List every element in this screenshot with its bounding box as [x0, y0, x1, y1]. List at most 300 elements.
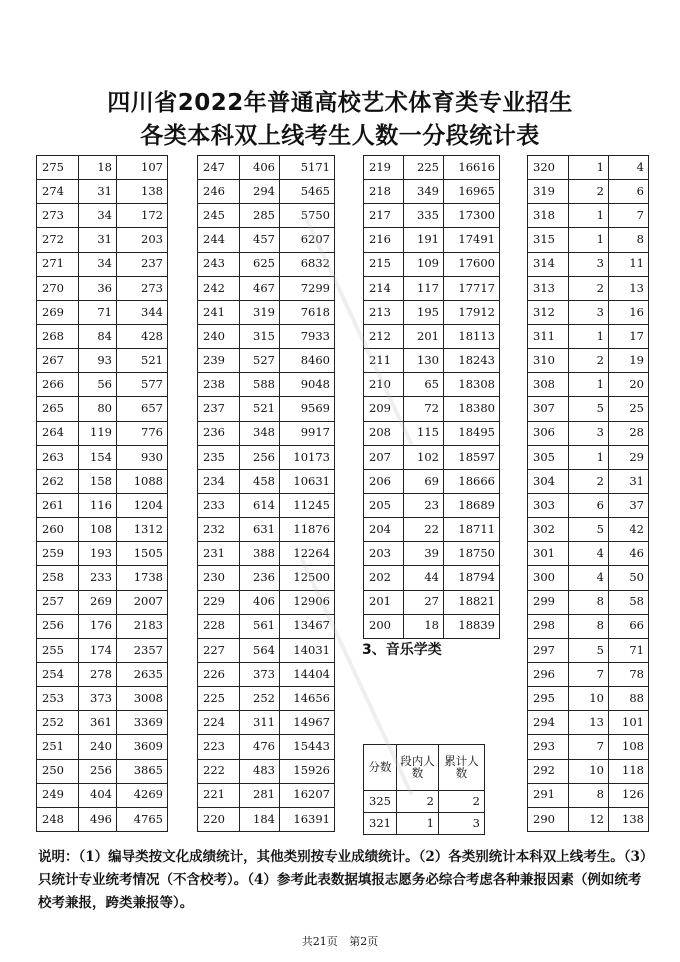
cumulative-cell: 577: [117, 373, 168, 397]
score-cell: 311: [528, 324, 569, 348]
score-cell: 247: [198, 156, 240, 180]
count-cell: 34: [79, 252, 117, 276]
cumulative-cell: 16391: [280, 807, 335, 831]
table-row: [198, 421, 335, 445]
score-cell: 308: [528, 373, 569, 397]
score-cell: 260: [37, 518, 79, 542]
table-row: [198, 493, 335, 517]
table-row: [364, 542, 500, 566]
count-cell: 3: [569, 300, 609, 324]
score-cell: 325: [364, 791, 397, 813]
count-cell: 2: [569, 469, 609, 493]
score-cell: 236: [198, 421, 240, 445]
table-row: [37, 783, 168, 807]
score-cell: 225: [198, 687, 240, 711]
score-cell: 232: [198, 518, 240, 542]
count-cell: 404: [79, 783, 117, 807]
count-cell: 1: [569, 156, 609, 180]
count-cell: 294: [240, 180, 280, 204]
table-row: [198, 180, 335, 204]
header-within: 段内人数: [397, 745, 439, 791]
cumulative-cell: 58: [609, 590, 649, 614]
score-cell: 259: [37, 542, 79, 566]
count-cell: 236: [240, 566, 280, 590]
cumulative-cell: 2357: [117, 638, 168, 662]
score-cell: 240: [198, 324, 240, 348]
count-cell: 252: [240, 687, 280, 711]
score-cell: 223: [198, 735, 240, 759]
score-cell: 256: [37, 614, 79, 638]
table-row: [364, 469, 500, 493]
table-row: [198, 373, 335, 397]
table-row: [528, 542, 649, 566]
score-cell: 302: [528, 518, 569, 542]
table-row: [364, 324, 500, 348]
count-cell: 311: [240, 711, 280, 735]
header-score: 分数: [364, 745, 397, 791]
current-page: 第2页: [349, 935, 379, 948]
table-row: [364, 180, 500, 204]
cumulative-cell: 11876: [280, 518, 335, 542]
count-cell: 7: [569, 735, 609, 759]
table-row: [528, 783, 649, 807]
cumulative-cell: 203: [117, 228, 168, 252]
table-row: [528, 421, 649, 445]
table-row: [364, 421, 500, 445]
score-cell: 206: [364, 469, 404, 493]
section-title-music: 3、音乐学类: [362, 642, 442, 658]
cumulative-cell: 8460: [280, 349, 335, 373]
score-cell: 310: [528, 349, 569, 373]
cumulative-cell: 4765: [117, 807, 168, 831]
score-cell: 319: [528, 180, 569, 204]
table-row: [528, 735, 649, 759]
cumulative-cell: 107: [117, 156, 168, 180]
cumulative-cell: 17912: [444, 300, 500, 324]
score-cell: 212: [364, 324, 404, 348]
table-row: [528, 397, 649, 421]
count-cell: 10: [569, 759, 609, 783]
score-cell: 320: [528, 156, 569, 180]
cumulative-cell: 5171: [280, 156, 335, 180]
cumulative-cell: 18380: [444, 397, 500, 421]
score-cell: 203: [364, 542, 404, 566]
table-row: [198, 518, 335, 542]
table-row: [37, 397, 168, 421]
cumulative-cell: 14656: [280, 687, 335, 711]
count-cell: 269: [79, 590, 117, 614]
score-cell: 266: [37, 373, 79, 397]
cumulative-cell: 1204: [117, 493, 168, 517]
score-cell: 242: [198, 276, 240, 300]
score-cell: 224: [198, 711, 240, 735]
cumulative-cell: 17491: [444, 228, 500, 252]
score-cell: 214: [364, 276, 404, 300]
cumulative-cell: 18495: [444, 421, 500, 445]
score-cell: 243: [198, 252, 240, 276]
cumulative-cell: 2007: [117, 590, 168, 614]
score-cell: 292: [528, 759, 569, 783]
count-cell: 108: [79, 518, 117, 542]
cumulative-cell: 66: [609, 614, 649, 638]
score-cell: 221: [198, 783, 240, 807]
cumulative-cell: 18243: [444, 349, 500, 373]
count-cell: 80: [79, 397, 117, 421]
score-cell: 215: [364, 252, 404, 276]
count-cell: 102: [404, 445, 444, 469]
cumulative-cell: 18689: [444, 493, 500, 517]
table-row: [37, 445, 168, 469]
cumulative-cell: 18821: [444, 590, 500, 614]
table-row: [37, 735, 168, 759]
cumulative-cell: 273: [117, 276, 168, 300]
count-cell: 13: [569, 711, 609, 735]
table-row: [37, 228, 168, 252]
count-cell: 56: [79, 373, 117, 397]
table-row: [528, 228, 649, 252]
cumulative-cell: 2: [439, 791, 485, 813]
score-cell: 222: [198, 759, 240, 783]
table-row: [528, 469, 649, 493]
table-row: [528, 807, 649, 831]
count-cell: 72: [404, 397, 444, 421]
score-cell: 233: [198, 493, 240, 517]
music-score-table-continued: [527, 155, 649, 832]
table-row: [37, 324, 168, 348]
count-cell: 1: [397, 813, 439, 835]
count-cell: 483: [240, 759, 280, 783]
count-cell: 44: [404, 566, 444, 590]
count-cell: 8: [569, 590, 609, 614]
table-row: [198, 445, 335, 469]
cumulative-cell: 3: [439, 813, 485, 835]
count-cell: 588: [240, 373, 280, 397]
cumulative-cell: 3609: [117, 735, 168, 759]
count-cell: 109: [404, 252, 444, 276]
score-cell: 238: [198, 373, 240, 397]
table-row: [198, 662, 335, 686]
table-row: [364, 228, 500, 252]
cumulative-cell: 6832: [280, 252, 335, 276]
cumulative-cell: 6: [609, 180, 649, 204]
cumulative-cell: 37: [609, 493, 649, 517]
cumulative-cell: 18308: [444, 373, 500, 397]
cumulative-cell: 14031: [280, 638, 335, 662]
score-cell: 321: [364, 813, 397, 835]
score-cell: 202: [364, 566, 404, 590]
count-cell: 27: [404, 590, 444, 614]
count-cell: 39: [404, 542, 444, 566]
score-cell: 207: [364, 445, 404, 469]
score-cell: 252: [37, 711, 79, 735]
count-cell: 31: [79, 228, 117, 252]
count-cell: 158: [79, 469, 117, 493]
cumulative-cell: 16: [609, 300, 649, 324]
table-row: [198, 542, 335, 566]
cumulative-cell: 930: [117, 445, 168, 469]
count-cell: 349: [404, 180, 444, 204]
table-row: [528, 204, 649, 228]
count-cell: 458: [240, 469, 280, 493]
count-cell: 1: [569, 445, 609, 469]
table-row: [37, 807, 168, 831]
cumulative-cell: 18113: [444, 324, 500, 348]
count-cell: 34: [79, 204, 117, 228]
cumulative-cell: 88: [609, 687, 649, 711]
count-cell: 71: [79, 300, 117, 324]
count-cell: 521: [240, 397, 280, 421]
count-cell: 8: [569, 783, 609, 807]
score-cell: 251: [37, 735, 79, 759]
count-cell: 5: [569, 638, 609, 662]
cumulative-cell: 16207: [280, 783, 335, 807]
count-cell: 2: [569, 180, 609, 204]
cumulative-cell: 50: [609, 566, 649, 590]
table-row: [198, 711, 335, 735]
table-row: [37, 662, 168, 686]
score-cell: 216: [364, 228, 404, 252]
score-cell: 209: [364, 397, 404, 421]
cumulative-cell: 25: [609, 397, 649, 421]
score-cell: 270: [37, 276, 79, 300]
table-row: [198, 759, 335, 783]
score-cell: 303: [528, 493, 569, 517]
count-cell: 348: [240, 421, 280, 445]
count-cell: 225: [404, 156, 444, 180]
cumulative-cell: 71: [609, 638, 649, 662]
table-row: [364, 349, 500, 373]
score-cell: 293: [528, 735, 569, 759]
score-cell: 313: [528, 276, 569, 300]
table-row: [364, 252, 500, 276]
score-cell: 245: [198, 204, 240, 228]
cumulative-cell: 14404: [280, 662, 335, 686]
table-row: [198, 807, 335, 831]
cumulative-cell: 17300: [444, 204, 500, 228]
table-row: [528, 759, 649, 783]
score-cell: 230: [198, 566, 240, 590]
score-cell: 237: [198, 397, 240, 421]
cumulative-cell: 1738: [117, 566, 168, 590]
cumulative-cell: 15926: [280, 759, 335, 783]
count-cell: 527: [240, 349, 280, 373]
score-cell: 299: [528, 590, 569, 614]
table-row: [198, 687, 335, 711]
count-cell: 174: [79, 638, 117, 662]
score-cell: 298: [528, 614, 569, 638]
score-cell: 307: [528, 397, 569, 421]
count-cell: 406: [240, 590, 280, 614]
count-cell: 193: [79, 542, 117, 566]
count-cell: 115: [404, 421, 444, 445]
count-cell: 3: [569, 252, 609, 276]
table-row: [198, 156, 335, 180]
cumulative-cell: 118: [609, 759, 649, 783]
table-row: [37, 421, 168, 445]
count-cell: 233: [79, 566, 117, 590]
score-cell: 290: [528, 807, 569, 831]
table-row: [528, 324, 649, 348]
count-cell: 335: [404, 204, 444, 228]
cumulative-cell: 521: [117, 349, 168, 373]
table-row: [37, 566, 168, 590]
score-cell: 314: [528, 252, 569, 276]
table-row: [37, 373, 168, 397]
score-cell: 201: [364, 590, 404, 614]
score-cell: 228: [198, 614, 240, 638]
table-row: [528, 252, 649, 276]
score-cell: 208: [364, 421, 404, 445]
count-cell: 388: [240, 542, 280, 566]
score-cell: 305: [528, 445, 569, 469]
cumulative-cell: 18597: [444, 445, 500, 469]
table-row: [37, 252, 168, 276]
cumulative-cell: 2635: [117, 662, 168, 686]
table-row: [198, 204, 335, 228]
cumulative-cell: 3369: [117, 711, 168, 735]
count-cell: 154: [79, 445, 117, 469]
score-cell: 219: [364, 156, 404, 180]
count-cell: 65: [404, 373, 444, 397]
cumulative-cell: 18666: [444, 469, 500, 493]
count-cell: 6: [569, 493, 609, 517]
cumulative-cell: 17717: [444, 276, 500, 300]
score-cell: 261: [37, 493, 79, 517]
cumulative-cell: 101: [609, 711, 649, 735]
table-row: [364, 276, 500, 300]
count-cell: 84: [79, 324, 117, 348]
count-cell: 285: [240, 204, 280, 228]
table-row: [528, 518, 649, 542]
score-cell: 241: [198, 300, 240, 324]
cumulative-cell: 126: [609, 783, 649, 807]
count-cell: 319: [240, 300, 280, 324]
table-row: [198, 783, 335, 807]
cumulative-cell: 657: [117, 397, 168, 421]
score-cell: 200: [364, 614, 404, 638]
count-cell: 1: [569, 373, 609, 397]
cumulative-cell: 4269: [117, 783, 168, 807]
cumulative-cell: 5465: [280, 180, 335, 204]
table-row: [37, 542, 168, 566]
count-cell: 2: [569, 276, 609, 300]
count-cell: 315: [240, 324, 280, 348]
cumulative-cell: 42: [609, 518, 649, 542]
score-cell: 210: [364, 373, 404, 397]
count-cell: 5: [569, 518, 609, 542]
score-cell: 204: [364, 518, 404, 542]
count-cell: 1: [569, 324, 609, 348]
table-row: [37, 493, 168, 517]
score-cell: 294: [528, 711, 569, 735]
count-cell: 467: [240, 276, 280, 300]
table-row: [364, 445, 500, 469]
count-cell: 116: [79, 493, 117, 517]
count-cell: 476: [240, 735, 280, 759]
count-cell: 564: [240, 638, 280, 662]
cumulative-cell: 344: [117, 300, 168, 324]
score-cell: 272: [37, 228, 79, 252]
count-cell: 631: [240, 518, 280, 542]
cumulative-cell: 7933: [280, 324, 335, 348]
cumulative-cell: 9917: [280, 421, 335, 445]
cumulative-cell: 18711: [444, 518, 500, 542]
score-cell: 273: [37, 204, 79, 228]
table-row: [364, 791, 485, 813]
cumulative-cell: 7299: [280, 276, 335, 300]
count-cell: 373: [240, 662, 280, 686]
count-cell: 176: [79, 614, 117, 638]
cumulative-cell: 16965: [444, 180, 500, 204]
count-cell: 5: [569, 397, 609, 421]
table-row: [37, 204, 168, 228]
score-cell: 315: [528, 228, 569, 252]
table-row: [37, 638, 168, 662]
score-table-a: [36, 155, 168, 832]
score-cell: 226: [198, 662, 240, 686]
table-row: [364, 566, 500, 590]
table-row: [37, 687, 168, 711]
count-cell: 18: [79, 156, 117, 180]
cumulative-cell: 29: [609, 445, 649, 469]
table-row: [364, 204, 500, 228]
count-cell: 240: [79, 735, 117, 759]
score-cell: 271: [37, 252, 79, 276]
count-cell: 625: [240, 252, 280, 276]
count-cell: 22: [404, 518, 444, 542]
score-cell: 235: [198, 445, 240, 469]
cumulative-cell: 78: [609, 662, 649, 686]
table-row: [37, 469, 168, 493]
count-cell: 10: [569, 687, 609, 711]
cumulative-cell: 1312: [117, 518, 168, 542]
cumulative-cell: 28: [609, 421, 649, 445]
cumulative-cell: 12906: [280, 590, 335, 614]
cumulative-cell: 18750: [444, 542, 500, 566]
cumulative-cell: 776: [117, 421, 168, 445]
count-cell: 31: [79, 180, 117, 204]
table-row: [198, 638, 335, 662]
table-row: [37, 300, 168, 324]
cumulative-cell: 18794: [444, 566, 500, 590]
table-row: [37, 590, 168, 614]
cumulative-cell: 10173: [280, 445, 335, 469]
score-cell: 306: [528, 421, 569, 445]
table-row: [528, 662, 649, 686]
table-row: [364, 614, 500, 638]
table-row: [528, 276, 649, 300]
score-table-c: [363, 155, 500, 639]
count-cell: 561: [240, 614, 280, 638]
table-row: [528, 614, 649, 638]
count-cell: 184: [240, 807, 280, 831]
score-cell: 227: [198, 638, 240, 662]
score-cell: 218: [364, 180, 404, 204]
cumulative-cell: 31: [609, 469, 649, 493]
cumulative-cell: 1505: [117, 542, 168, 566]
table-row: [198, 324, 335, 348]
cumulative-cell: 9048: [280, 373, 335, 397]
table-row: [364, 813, 485, 835]
score-cell: 253: [37, 687, 79, 711]
score-cell: 231: [198, 542, 240, 566]
cumulative-cell: 8: [609, 228, 649, 252]
table-row: [528, 156, 649, 180]
count-cell: 614: [240, 493, 280, 517]
table-row: [198, 469, 335, 493]
cumulative-cell: 138: [609, 807, 649, 831]
table-row: [198, 300, 335, 324]
